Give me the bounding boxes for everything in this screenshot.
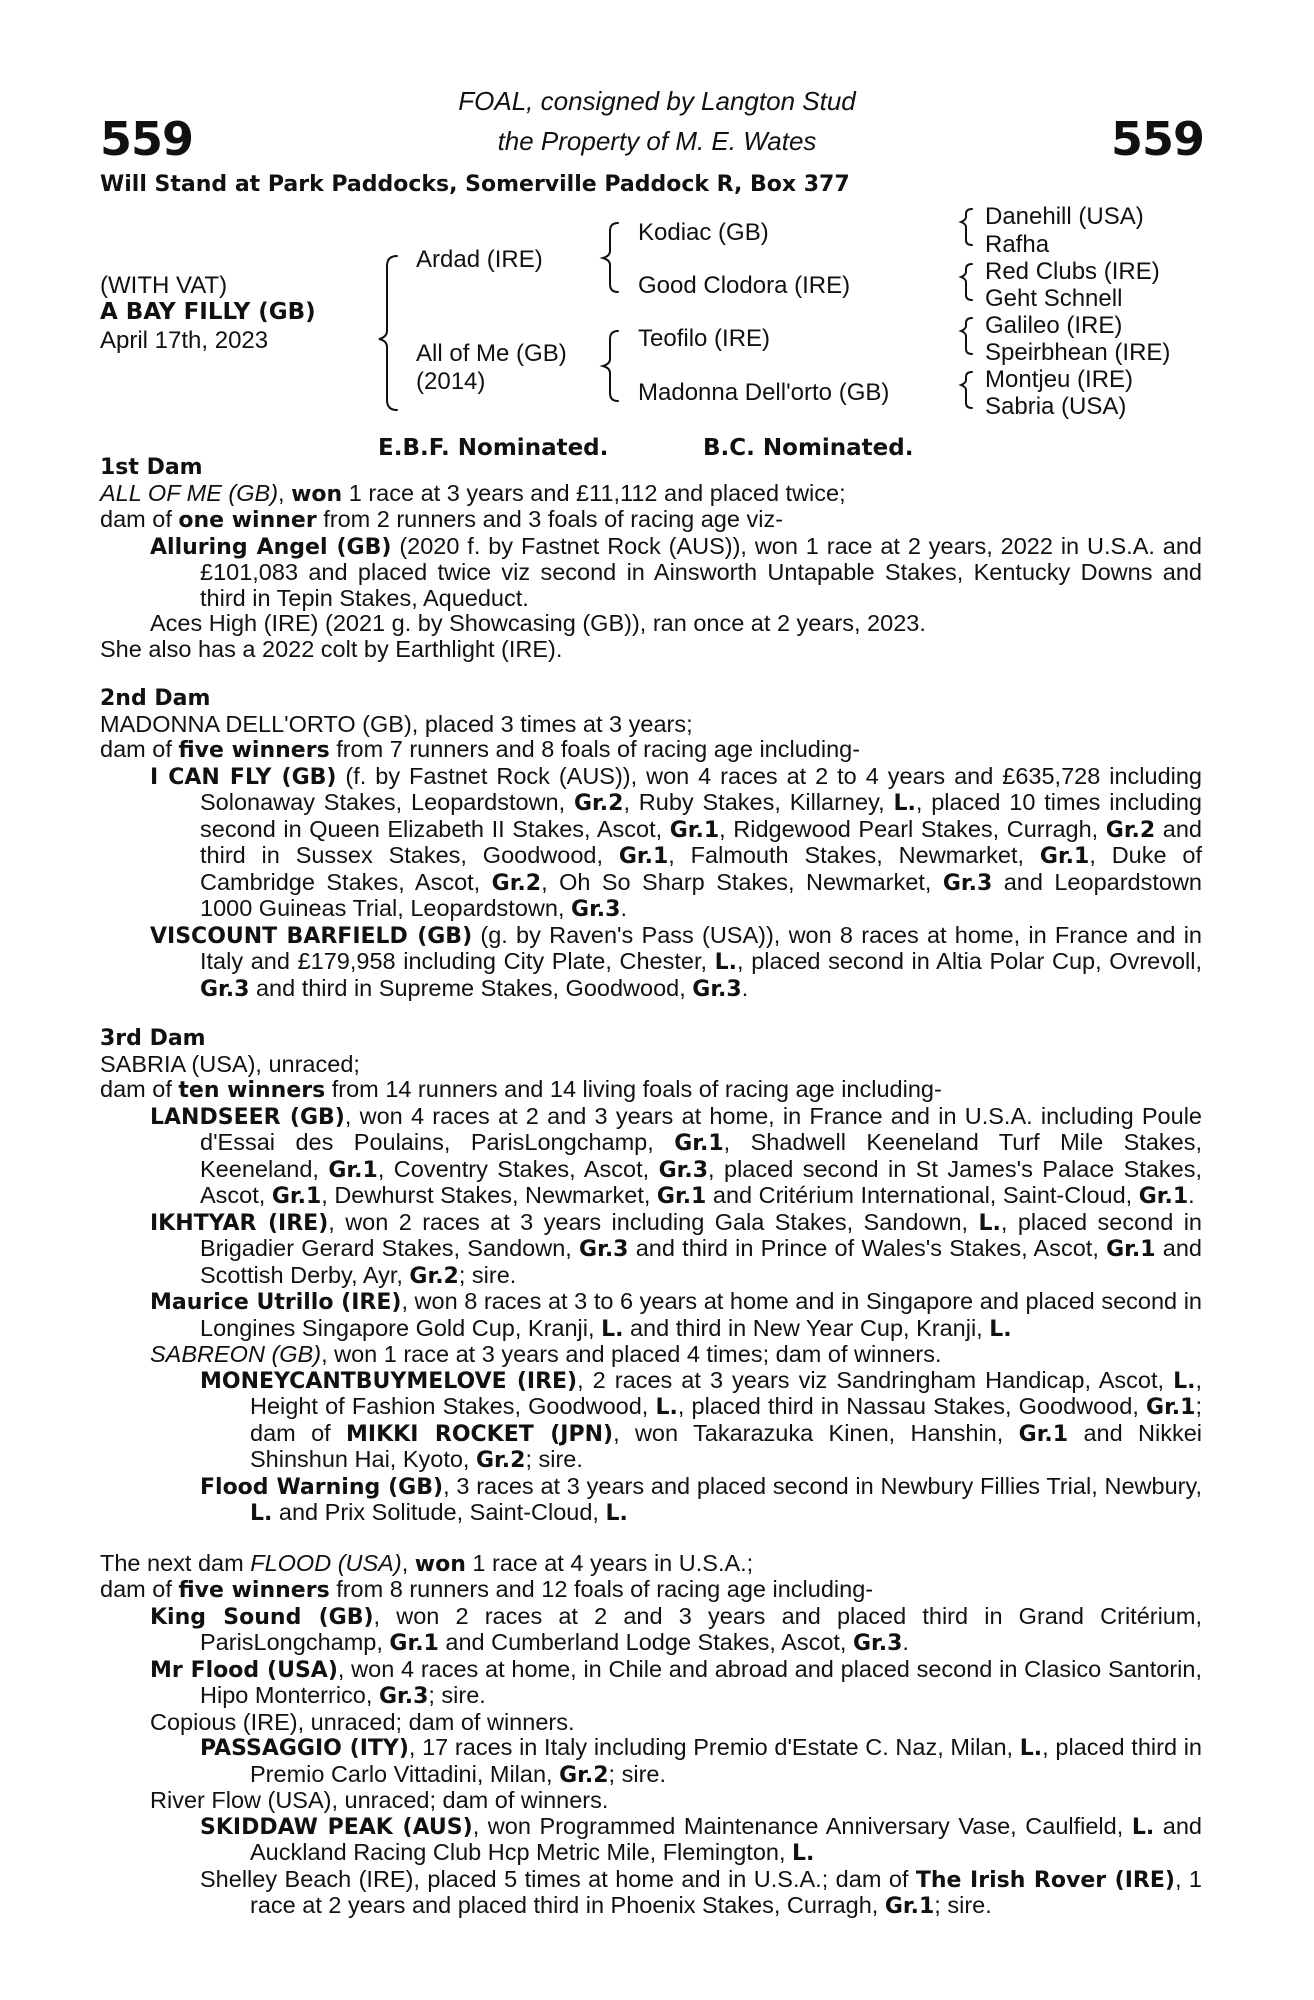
pedigree-brackets — [0, 0, 1314, 470]
next-dam-entry-1: King Sound (GB), won 2 races at 2 and 3 years and placed third in Grand Critérium, ParisLongchamp, Gr.1 and Cumberland Lodge Stakes, Ascot, Gr.3. — [150, 1602, 1202, 1656]
dam-year: (2014) — [416, 368, 486, 395]
second-dam-line: MADONNA DELL'ORTO (GB), placed 3 times at 3 years; — [100, 710, 693, 737]
lot-number-left: 559 — [100, 112, 194, 166]
next-dam-entry-7: Shelley Beach (IRE), placed 5 times at home and in U.S.A.; dam of The Irish Rover (IRE), 1 race at 2 years and placed third in Phoenix Stakes, Curragh, Gr.1; sire. — [200, 1865, 1202, 1919]
bracket-g1 — [961, 209, 972, 245]
third-dam-produce: dam of ten winners from 14 runners and 14 living foals of racing age including- — [100, 1076, 942, 1103]
next-dam-entry-5: River Flow (USA), unraced; dam of winners. — [150, 1787, 609, 1813]
vat-note: (WITH VAT) — [100, 272, 228, 299]
ebf-nominated: E.B.F. Nominated. — [378, 435, 609, 461]
third-dam-entry-5: MONEYCANTBUYMELOVE (IRE), 2 races at 3 years viz Sandringham Handicap, Ascot, L., Height of Fashion Stakes, Goodwood, L., placed third in Nassau Stakes, Goodwood, Gr.1; dam of MIKKI ROCKET (JPN), won Takarazuka Kinen, Hanshin, Gr.1 and Nikkei Shinshun Hai, Kyoto, Gr.2; sire. — [200, 1366, 1203, 1473]
third-dam-entry-2: IKHTYAR (IRE), won 2 races at 3 years including Gala Stakes, Sandown, L., placed second in Brigadier Gerard Stakes, Sandown, Gr.3 and third in Prince of Wales's Stakes, Ascot, Gr.1 and Scottish Derby, Ayr, Gr.2; sire. — [150, 1208, 1202, 1289]
ancestor-2: Rafha — [985, 231, 1050, 258]
third-dam-entry-6: Flood Warning (GB), 3 races at 3 years and placed second in Newbury Fillies Trial, Newbury, L. and Prix Solitude, Saint-Cloud, L. — [200, 1472, 1203, 1526]
bracket-g4 — [961, 372, 972, 408]
next-dam-entry-3: Copious (IRE), unraced; dam of winners. — [150, 1708, 575, 1735]
ancestor-7: Montjeu (IRE) — [985, 366, 1134, 393]
first-dam-line: ALL OF ME (GB), won 1 race at 3 years and £11,112 and placed twice; — [100, 479, 846, 507]
next-dam-line: The next dam FLOOD (USA), won 1 race at 4 years in U.S.A.; — [100, 1549, 754, 1577]
sire-name: Ardad (IRE) — [416, 246, 543, 273]
bracket-g3 — [961, 318, 972, 354]
first-dam-entry-3: She also has a 2022 colt by Earthlight (IRE). — [100, 635, 563, 662]
main-bracket — [379, 256, 397, 410]
dam-name: All of Me (GB) — [416, 340, 567, 367]
bc-nominated: B.C. Nominated. — [703, 435, 914, 461]
ancestor-8: Sabria (USA) — [985, 393, 1127, 420]
first-dam-entry-2: Aces High (IRE) (2021 g. by Showcasing (GB)), ran once at 2 years, 2023. — [150, 610, 926, 636]
property-line: the Property of M. E. Wates — [497, 126, 817, 156]
consignor-line: FOAL, consigned by Langton Stud — [458, 86, 856, 116]
third-dam-line: SABRIA (USA), unraced; — [100, 1050, 360, 1077]
second-dam-entry-2: VISCOUNT BARFIELD (GB) (g. by Raven's Pass (USA)), won 8 races at home, in France and in Italy and £179,958 including City Plate, Chester, L., placed second in Altia Polar Cup, Ovrevoll, Gr.3 and third in Supreme Stakes, Goodwood, Gr.3. — [150, 921, 1203, 1002]
ancestor-3: Red Clubs (IRE) — [985, 258, 1160, 285]
sire-dam: Good Clodora (IRE) — [638, 272, 851, 299]
first-dam-heading: 1st Dam — [100, 455, 203, 480]
next-dam-entry-2: Mr Flood (USA), won 4 races at home, in Chile and abroad and placed second in Clasico Santorin, Hipo Monterrico, Gr.3; sire. — [150, 1655, 1202, 1709]
bracket-g2 — [961, 264, 972, 300]
next-dam-entry-6: SKIDDAW PEAK (AUS), won Programmed Maintenance Anniversary Vase, Caulfield, L. and Auckland Racing Club Hcp Metric Mile, Flemington, L. — [200, 1812, 1202, 1866]
dam-bracket — [603, 331, 618, 401]
third-dam-entry-4: SABREON (GB), won 1 race at 3 years and placed 4 times; dam of winners. — [150, 1341, 942, 1367]
ancestor-6: Speirbhean (IRE) — [985, 339, 1171, 366]
dam-sire: Teofilo (IRE) — [638, 325, 771, 352]
catalogue-body — [100, 455, 1202, 1920]
second-dam-produce: dam of five winners from 7 runners and 8 foals of racing age including- — [100, 736, 861, 763]
sire-sire: Kodiac (GB) — [638, 219, 769, 246]
next-dam-produce: dam of five winners from 8 runners and 12 foals of racing age including- — [100, 1576, 874, 1603]
first-dam-produce: dam of one winner from 2 runners and 3 foals of racing age viz- — [100, 506, 784, 533]
second-dam-heading: 2nd Dam — [100, 686, 211, 711]
third-dam-entry-1: LANDSEER (GB), won 4 races at 2 and 3 years at home, in France and in U.S.A. including Poule d'Essai des Poulains, ParisLongchamp, Gr.1, Shadwell Keeneland Turf Mile Stakes, Keeneland, Gr.1, Coventry Stakes, Ascot, Gr.3, placed second in St James's Palace Stakes, Ascot, Gr.1, Dewhurst Stakes, Newmarket, Gr.1 and Critérium International, Saint-Cloud, Gr.1. — [150, 1102, 1202, 1209]
second-dam-entry-1: I CAN FLY (GB) (f. by Fastnet Rock (AUS)), won 4 races at 2 to 4 years and £635,728 including Solonaway Stakes, Leopardstown, Gr.2, Ruby Stakes, Killarney, L., placed 10 times including second in Queen Elizabeth II Stakes, Ascot, Gr.1, Ridgewood Pearl Stakes, Curragh, Gr.2 and third in Sussex Stakes, Goodwood, Gr.1, Falmouth Stakes, Newmarket, Gr.1, Duke of Cambridge Stakes, Ascot, Gr.2, Oh So Sharp Stakes, Newmarket, Gr.3 and Leopardstown 1000 Guineas Trial, Leopardstown, Gr.3. — [150, 762, 1202, 922]
stand-line: Will Stand at Park Paddocks, Somerville Paddock R, Box 377 — [100, 172, 850, 197]
next-dam-entry-4: PASSAGGIO (ITY), 17 races in Italy including Premio d'Estate C. Naz, Milan, L., placed third in Premio Carlo Vittadini, Milan, Gr.2; sire. — [200, 1734, 1202, 1788]
first-dam-entry-1: Alluring Angel (GB) (2020 f. by Fastnet Rock (AUS)), won 1 race at 2 years, 2022 in U.S.A. and £101,083 and placed twice viz second in Ainsworth Untapable Stakes, Kentucky Downs and third in Tepin Stakes, Aqueduct. — [150, 532, 1202, 611]
ancestor-1: Danehill (USA) — [985, 203, 1144, 230]
lot-title: A BAY FILLY (GB) — [100, 299, 316, 325]
ancestor-4: Geht Schnell — [985, 285, 1123, 312]
sire-bracket — [603, 223, 618, 292]
ancestor-5: Galileo (IRE) — [985, 312, 1123, 339]
dam-dam: Madonna Dell'orto (GB) — [638, 379, 890, 406]
lot-number-right: 559 — [1110, 112, 1204, 166]
third-dam-entry-3: Maurice Utrillo (IRE), won 8 races at 3 to 6 years at home and in Singapore and placed second in Longines Singapore Gold Cup, Kranji, L. and third in New Year Cup, Kranji, L. — [150, 1288, 1202, 1342]
foaling-date: April 17th, 2023 — [100, 327, 269, 354]
third-dam-heading: 3rd Dam — [100, 1026, 206, 1051]
